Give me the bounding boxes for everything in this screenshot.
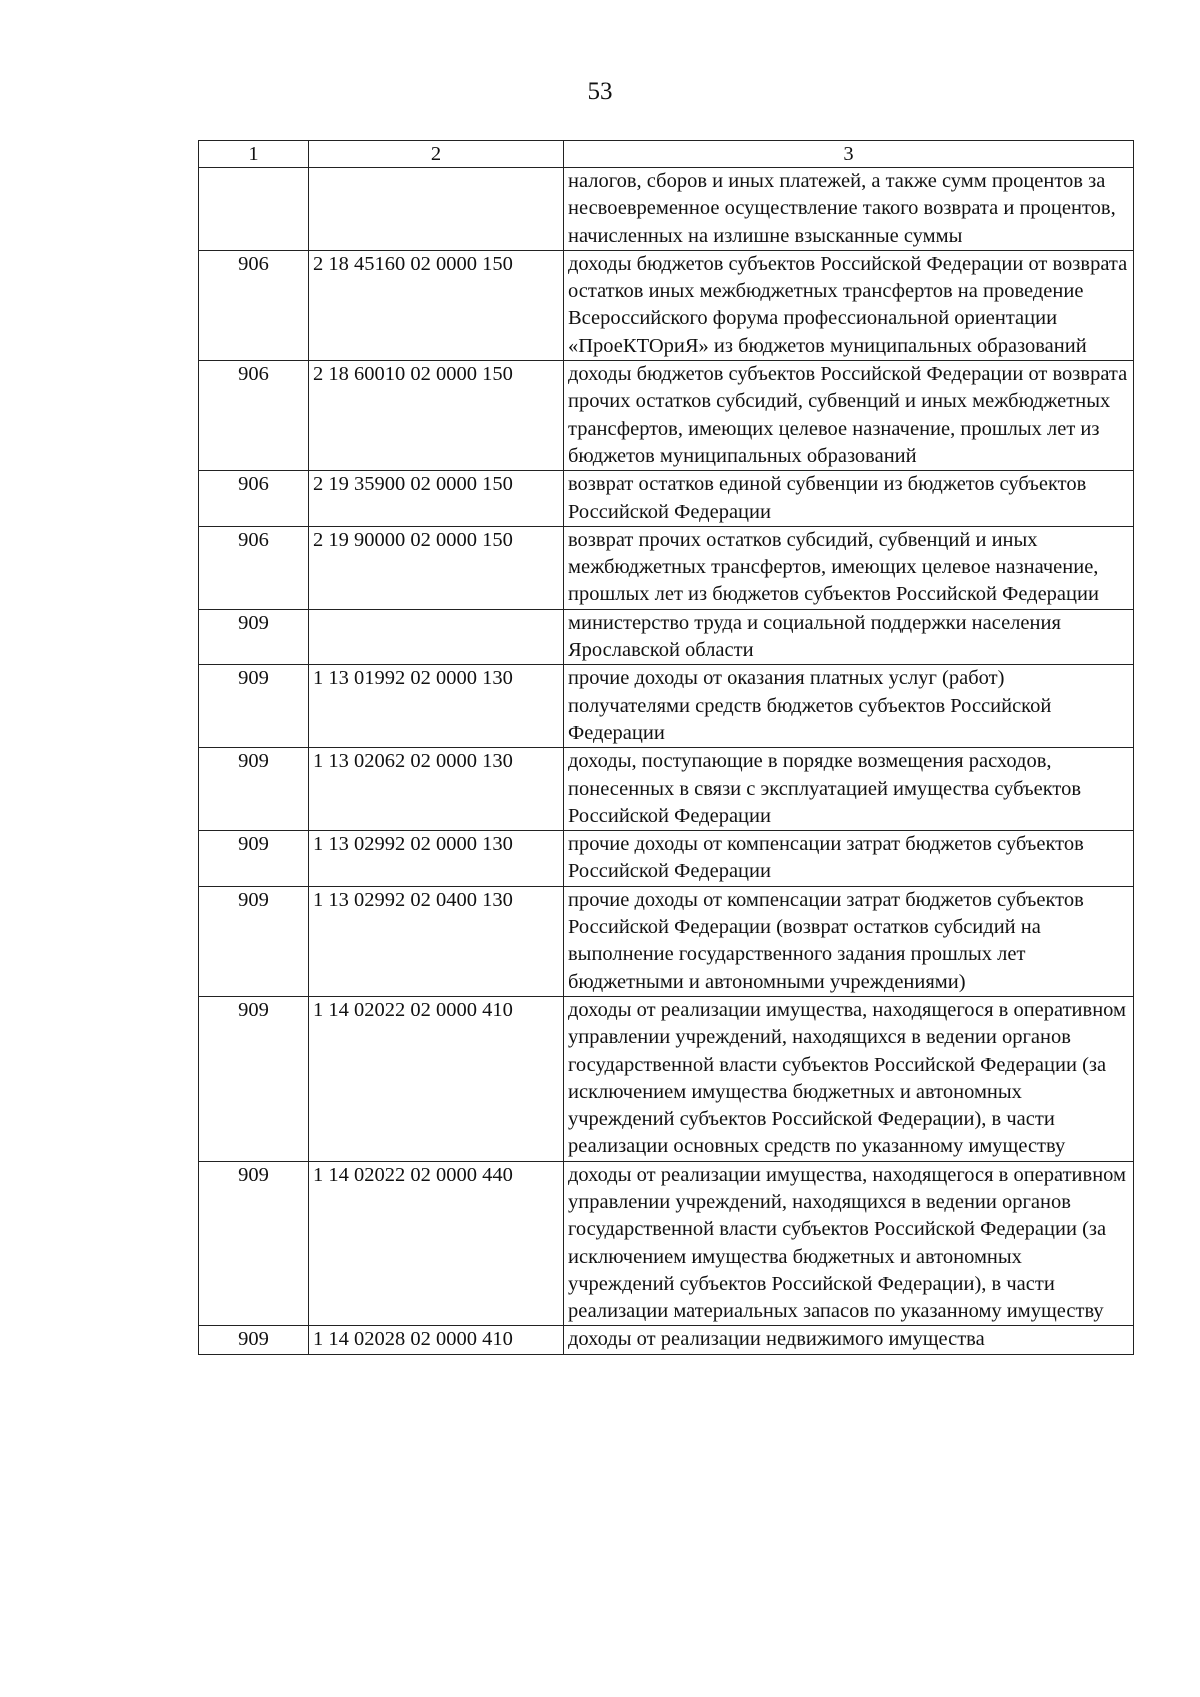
table-row <box>199 996 1134 1161</box>
description-cell: доходы, поступающие в порядке возмещения расходов, понесенных в связи с эксплуатацией имущества субъектов Российской Федерации <box>564 748 1134 831</box>
admin-code-cell: 909 <box>199 1326 309 1354</box>
table-row <box>199 250 1134 360</box>
admin-code-cell: 909 <box>199 886 309 996</box>
admin-code-cell: 906 <box>199 526 309 609</box>
table-header-row <box>199 141 1134 168</box>
description-cell: доходы бюджетов субъектов Российской Федерации от возврата прочих остатков субсидий, субвенций и иных межбюджетных трансфертов, имеющих целевое назначение, прошлых лет из бюджетов муниципальных образований <box>564 361 1134 471</box>
description-cell: доходы от реализации недвижимого имущества <box>564 1326 1134 1354</box>
description-cell: доходы от реализации имущества, находящегося в оперативном управлении учреждений, находящихся в ведении органов государственной власти субъектов Российской Федерации (за исключением имущества бюджетных и автономных учреждений субъектов Российской Федерации), в части реализации материальных запасов по указанному имуществу <box>564 1161 1134 1326</box>
budget-code-cell: 2 18 45160 02 0000 150 <box>309 250 564 360</box>
description-cell: возврат прочих остатков субсидий, субвенций и иных межбюджетных трансфертов, имеющих целевое назначение, прошлых лет из бюджетов субъектов Российской Федерации <box>564 526 1134 609</box>
column-header-code: 2 <box>309 141 564 168</box>
admin-code-cell <box>199 168 309 251</box>
column-header-admin: 1 <box>199 141 309 168</box>
admin-code-cell: 909 <box>199 609 309 665</box>
budget-code-cell: 1 13 01992 02 0000 130 <box>309 665 564 748</box>
description-cell: доходы от реализации имущества, находящегося в оперативном управлении учреждений, находящихся в ведении органов государственной власти субъектов Российской Федерации (за исключением имущества бюджетных и автономных учреждений субъектов Российской Федерации), в части реализации основных средств по указанному имуществу <box>564 996 1134 1161</box>
description-cell: прочие доходы от компенсации затрат бюджетов субъектов Российской Федерации (возврат остатков субсидий на выполнение государственного задания прошлых лет бюджетными и автономными учреждениями) <box>564 886 1134 996</box>
budget-code-cell: 1 14 02022 02 0000 410 <box>309 996 564 1161</box>
table-row <box>199 748 1134 831</box>
admin-code-cell: 906 <box>199 471 309 527</box>
admin-code-cell: 906 <box>199 361 309 471</box>
admin-code-cell: 906 <box>199 250 309 360</box>
table-row <box>199 609 1134 665</box>
budget-code-cell: 1 13 02992 02 0400 130 <box>309 886 564 996</box>
column-header-description: 3 <box>564 141 1134 168</box>
description-cell: прочие доходы от компенсации затрат бюджетов субъектов Российской Федерации <box>564 831 1134 887</box>
table-row <box>199 831 1134 887</box>
table-row <box>199 168 1134 251</box>
table-row <box>199 471 1134 527</box>
budget-code-cell: 2 18 60010 02 0000 150 <box>309 361 564 471</box>
table-row <box>199 526 1134 609</box>
budget-code-cell <box>309 168 564 251</box>
description-cell: налогов, сборов и иных платежей, а также сумм процентов за несвоевременное осуществление такого возврата и процентов, начисленных на излишне взысканные суммы <box>564 168 1134 251</box>
budget-code-cell: 1 14 02028 02 0000 410 <box>309 1326 564 1354</box>
budget-code-cell: 1 13 02062 02 0000 130 <box>309 748 564 831</box>
budget-code-cell <box>309 609 564 665</box>
page-number: 53 <box>587 78 613 105</box>
description-cell: доходы бюджетов субъектов Российской Федерации от возврата остатков иных межбюджетных трансфертов на проведение Всероссийского форума профессиональной ориентации «ПроеКТОриЯ» из бюджетов муниципальных образований <box>564 250 1134 360</box>
table-row <box>199 665 1134 748</box>
admin-code-cell: 909 <box>199 996 309 1161</box>
table-row <box>199 1161 1134 1326</box>
admin-code-cell: 909 <box>199 1161 309 1326</box>
admin-code-cell: 909 <box>199 831 309 887</box>
budget-code-cell: 1 14 02022 02 0000 440 <box>309 1161 564 1326</box>
description-cell: министерство труда и социальной поддержки населения Ярославской области <box>564 609 1134 665</box>
table-row <box>199 361 1134 471</box>
admin-code-cell: 909 <box>199 665 309 748</box>
admin-code-cell: 909 <box>199 748 309 831</box>
budget-code-cell: 2 19 90000 02 0000 150 <box>309 526 564 609</box>
table-row <box>199 886 1134 996</box>
description-cell: возврат остатков единой субвенции из бюджетов субъектов Российской Федерации <box>564 471 1134 527</box>
budget-code-cell: 2 19 35900 02 0000 150 <box>309 471 564 527</box>
budget-codes-table <box>198 140 1134 1355</box>
table-row <box>199 1326 1134 1354</box>
description-cell: прочие доходы от оказания платных услуг (работ) получателями средств бюджетов субъектов Российской Федерации <box>564 665 1134 748</box>
budget-code-cell: 1 13 02992 02 0000 130 <box>309 831 564 887</box>
